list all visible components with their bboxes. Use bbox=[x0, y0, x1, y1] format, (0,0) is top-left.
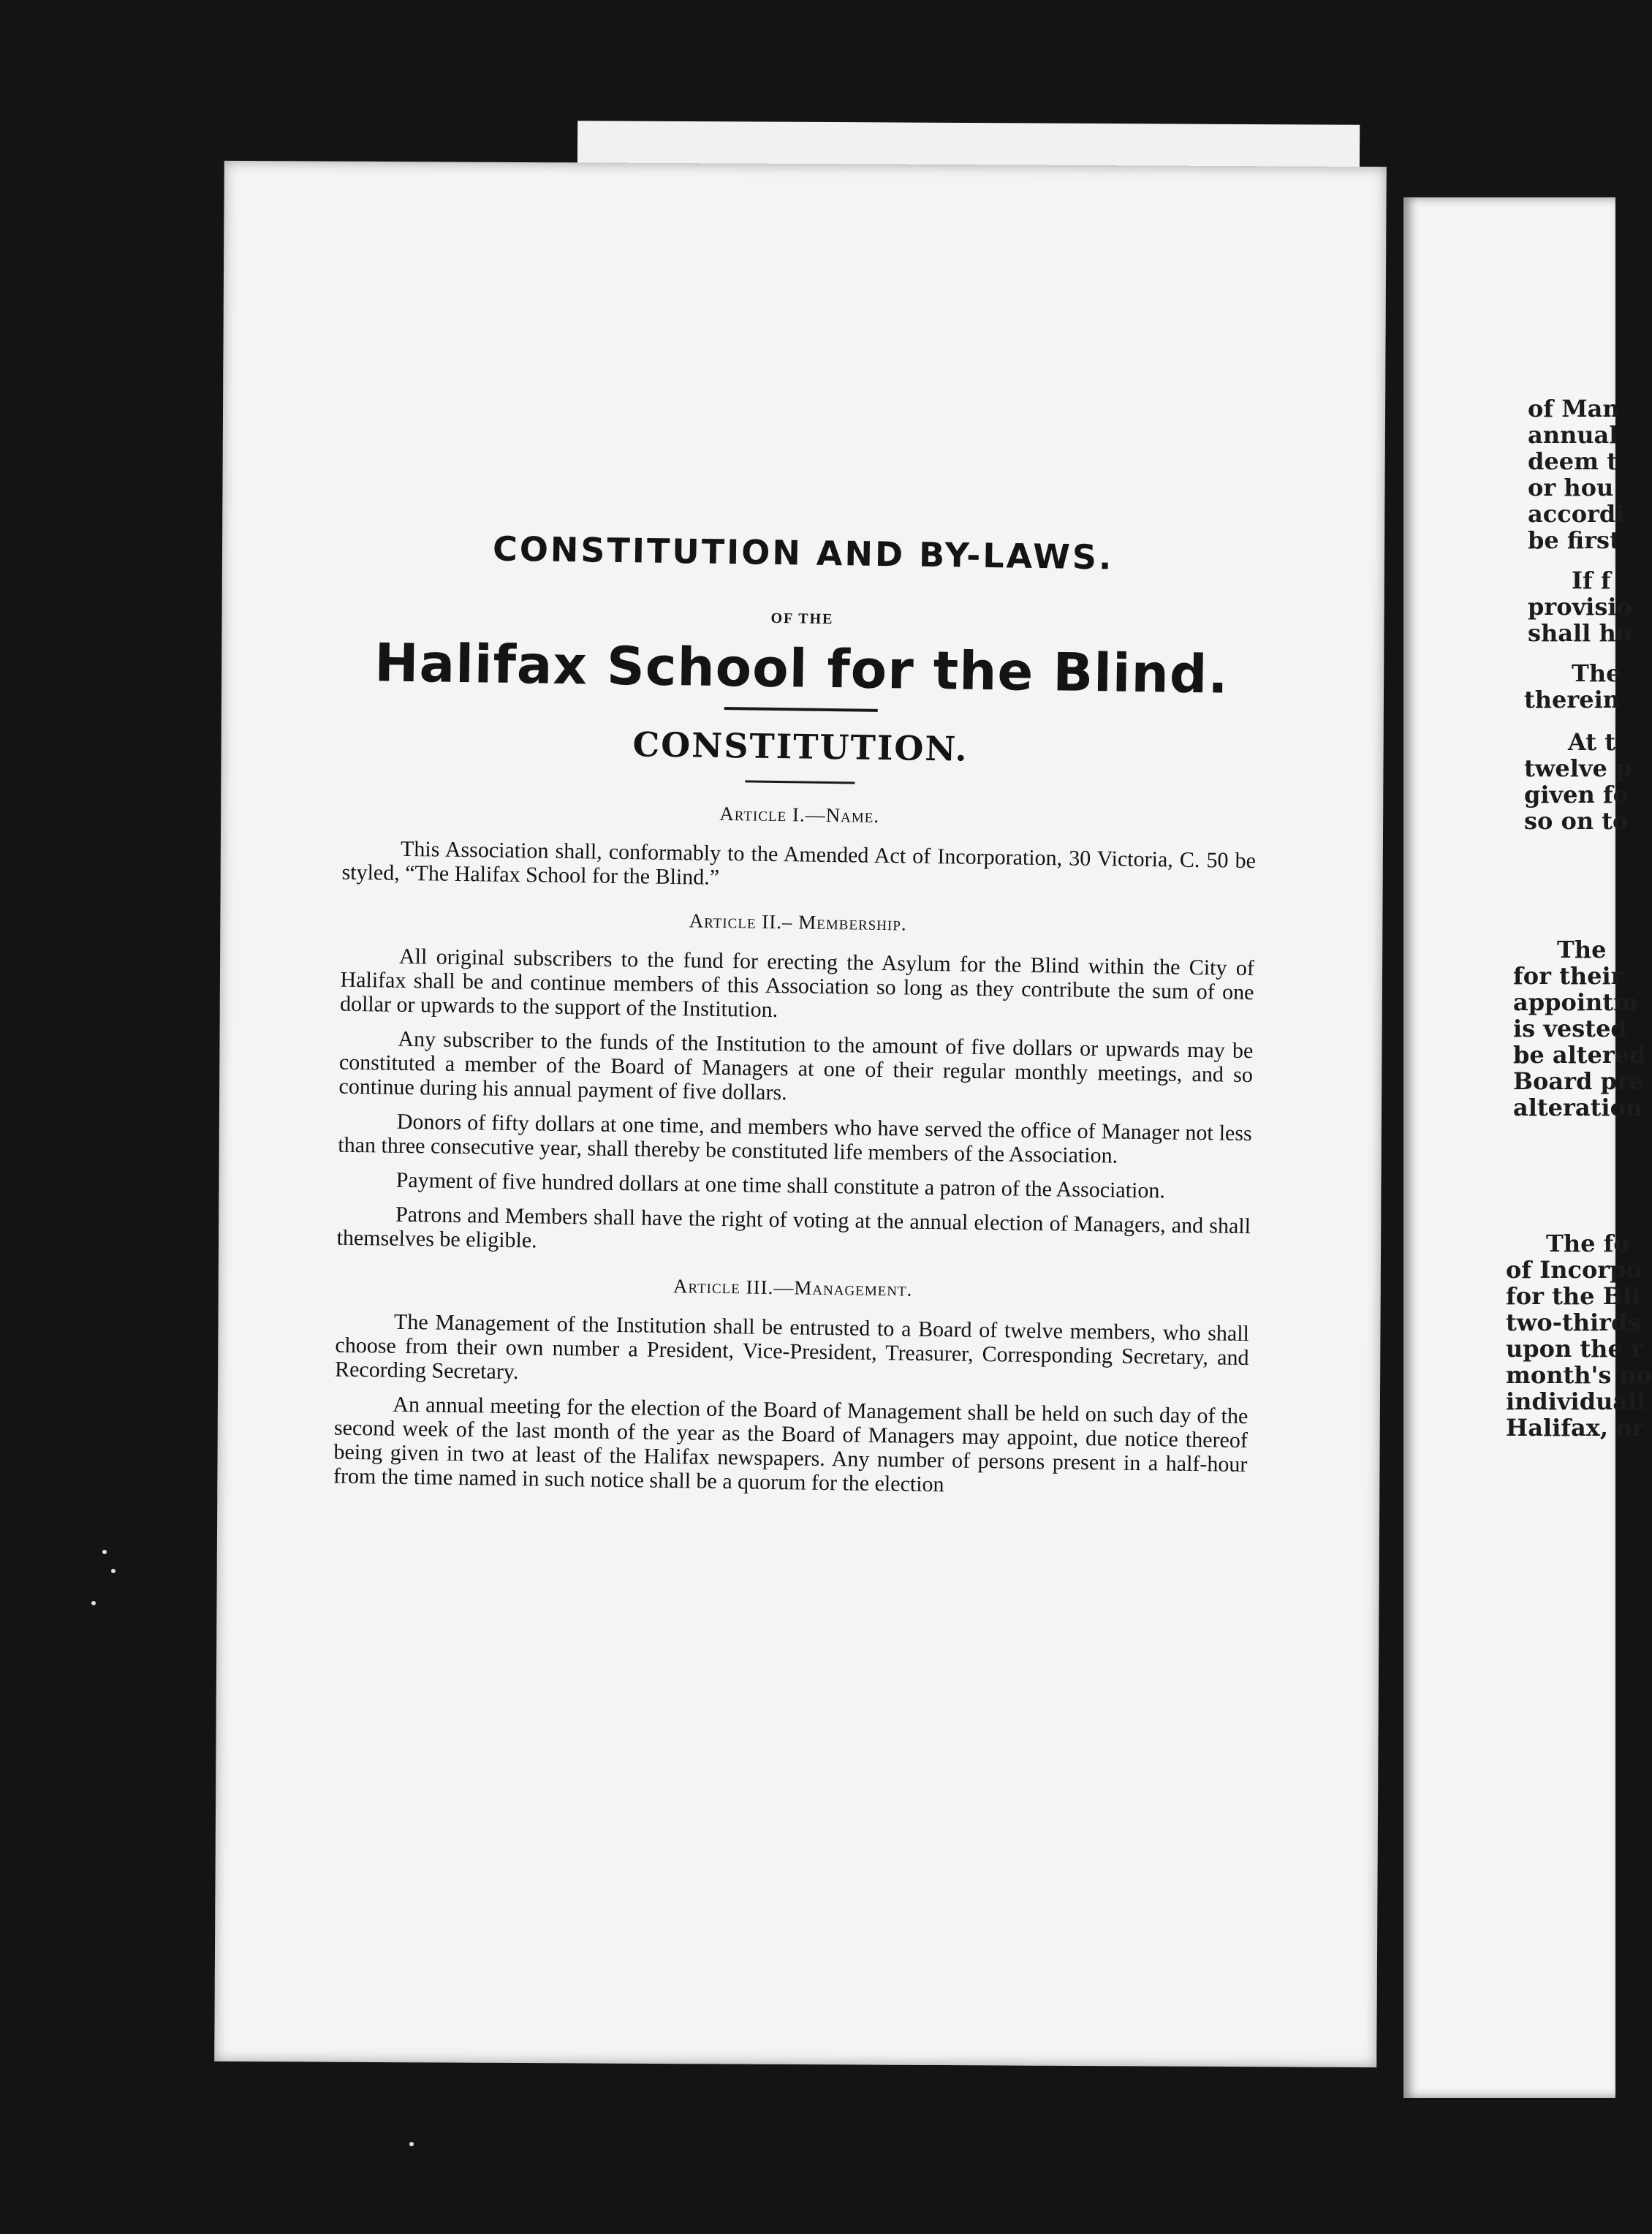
right-line: therein bbox=[1524, 686, 1621, 713]
section-title: CONSTITUTION. bbox=[632, 724, 969, 769]
article-heading: Article II.– Membership. bbox=[689, 909, 907, 935]
right-line: deem t bbox=[1528, 447, 1618, 475]
article-paragraph: Donors of fifty dollars at one time, and members who have served the office of Manager not less than three consecutive year, shall thereby be constituted life members of the Association. bbox=[338, 1109, 1252, 1168]
right-line: be altered bbox=[1513, 1041, 1646, 1069]
right-line: given fo bbox=[1524, 781, 1629, 809]
main-heading: CONSTITUTION AND BY-LAWS. bbox=[492, 529, 1114, 578]
right-line: alteration bbox=[1513, 1094, 1643, 1121]
right-line: be first bbox=[1528, 526, 1621, 554]
article-paragraph: This Association shall, conformably to the Amended Act of Incorporation, 30 Victoria, C. 50 be styled, “The Halifax School for the Blind.” bbox=[341, 836, 1257, 890]
section-rule bbox=[745, 780, 855, 784]
right-line: Board pre bbox=[1513, 1067, 1645, 1095]
right-line: If f bbox=[1572, 567, 1611, 594]
right-line: two-thirds bbox=[1506, 1309, 1641, 1336]
of-the-label: OF THE bbox=[770, 610, 834, 628]
school-title: Halifax School for the Blind. bbox=[374, 632, 1229, 705]
article-paragraph: Any subscriber to the funds of the Institution to the amount of five dollars or upwards may be constituted a member of the Board of Managers at one of their regular monthly meetings, and so continue during his annual payment of five dollars. bbox=[338, 1026, 1254, 1105]
right-line: At t bbox=[1568, 728, 1615, 756]
speck bbox=[102, 1550, 107, 1554]
right-line: accordi bbox=[1528, 500, 1625, 528]
right-line: of Incorpo bbox=[1506, 1256, 1642, 1284]
right-line: of Man bbox=[1528, 395, 1620, 423]
right-line: provisio bbox=[1528, 593, 1632, 621]
article-paragraph: Payment of five hundred dollars at one time shall constitute a patron of the Association. bbox=[395, 1167, 1166, 1203]
article-paragraph: All original subscribers to the fund for erecting the Asylum for the Blind within the City of Halifax shall be and continue members of this Association so long as they contribute the sum of one dollar or upwards to the support of the Institution. bbox=[339, 944, 1255, 1023]
right-line: The bbox=[1572, 659, 1621, 687]
right-page bbox=[1403, 197, 1652, 2098]
left-page bbox=[214, 161, 1387, 2067]
article-1 bbox=[341, 798, 1257, 897]
article-paragraph: Patrons and Members shall have the right of voting at the annual election of Managers, and shall themselves be eligible. bbox=[336, 1202, 1251, 1253]
right-line: is vested bbox=[1513, 1015, 1627, 1042]
right-line: for their bbox=[1513, 962, 1623, 990]
right-line: upon the r bbox=[1506, 1335, 1643, 1363]
article-heading: Article I.—Name. bbox=[719, 802, 880, 827]
right-line: twelve p bbox=[1524, 754, 1632, 782]
right-line: individuall bbox=[1506, 1387, 1646, 1415]
speck bbox=[91, 1601, 96, 1605]
right-line: so on to bbox=[1524, 807, 1629, 835]
right-line: Halifax, or bbox=[1506, 1414, 1645, 1442]
right-line: The fo bbox=[1546, 1230, 1629, 1257]
page-content bbox=[333, 527, 1260, 1508]
right-line: The bbox=[1557, 936, 1607, 963]
speck bbox=[409, 2142, 414, 2146]
right-line: appointm bbox=[1513, 988, 1638, 1016]
right-line: or hou bbox=[1528, 474, 1614, 501]
article-2 bbox=[336, 905, 1254, 1262]
right-line: for the Bli bbox=[1506, 1282, 1641, 1310]
right-line: annual bbox=[1528, 421, 1618, 449]
article-3 bbox=[333, 1271, 1250, 1501]
speck bbox=[111, 1569, 115, 1573]
article-paragraph: An annual meeting for the election of the Board of Management shall be held on such day of the second week of the last month of the year as the Board of Managers may appoint, due notice thereof being given in two at least of the Halifax newspapers. Any number of persons present in a half-hour from the time named in such notice shall be a quorum for the election bbox=[333, 1392, 1249, 1497]
title-rule bbox=[724, 707, 878, 712]
article-heading: Article III.—Management. bbox=[672, 1275, 913, 1300]
article-paragraph: The Management of the Institution shall be entrusted to a Board of twelve members, who shall choose from their own number a President, Vice-President, Treasurer, Corresponding Secretary, and Recording Secretary. bbox=[334, 1309, 1250, 1385]
right-line: shall ho bbox=[1528, 619, 1632, 647]
right-line: month's no bbox=[1506, 1361, 1652, 1389]
